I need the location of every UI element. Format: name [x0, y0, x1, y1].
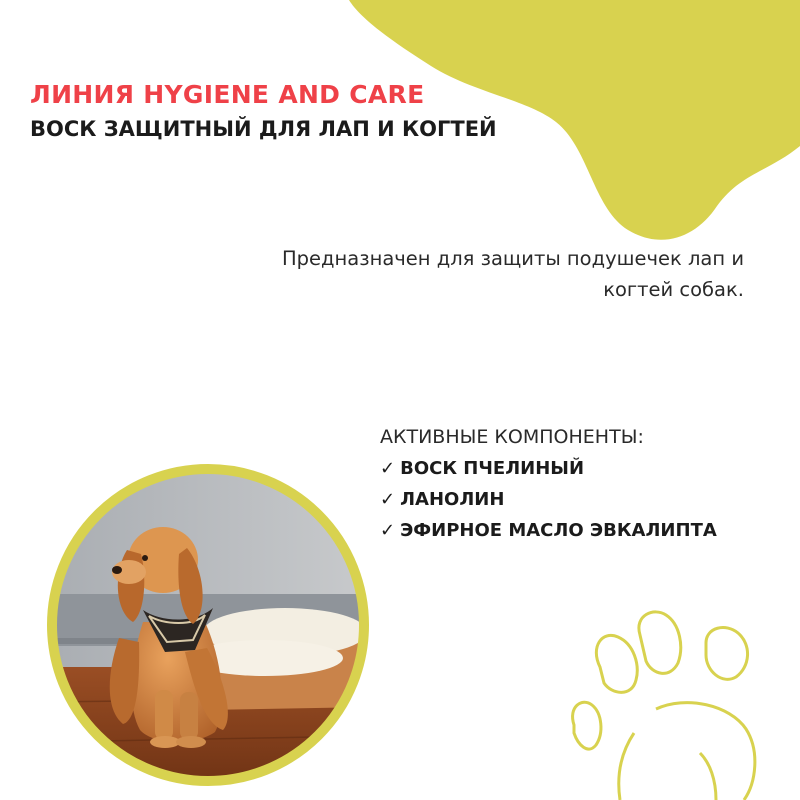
component-label: ЛАНОЛИН [400, 489, 505, 510]
component-label: ВОСК ПЧЕЛИНЫЙ [400, 458, 585, 479]
component-item [380, 515, 717, 546]
product-line-title: ЛИНИЯ HYGIENE AND CARE [30, 80, 425, 109]
product-description: Предназначен для защиты подушечек лап и когтей собак. [281, 247, 744, 301]
components-list [380, 453, 717, 546]
check-icon: ✓ [380, 520, 396, 541]
component-item [380, 453, 717, 484]
product-title: ВОСК ЗАЩИТНЫЙ ДЛЯ ЛАП И КОГТЕЙ [30, 117, 497, 141]
components-title: АКТИВНЫЕ КОМПОНЕНТЫ: [380, 426, 644, 448]
component-item [380, 484, 717, 515]
check-icon: ✓ [380, 458, 396, 479]
paw-print-icon [560, 605, 800, 800]
check-icon: ✓ [380, 489, 396, 510]
component-label: ЭФИРНОЕ МАСЛО ЭВКАЛИПТА [400, 520, 717, 541]
active-components [380, 424, 717, 546]
dog-photo [45, 462, 371, 788]
